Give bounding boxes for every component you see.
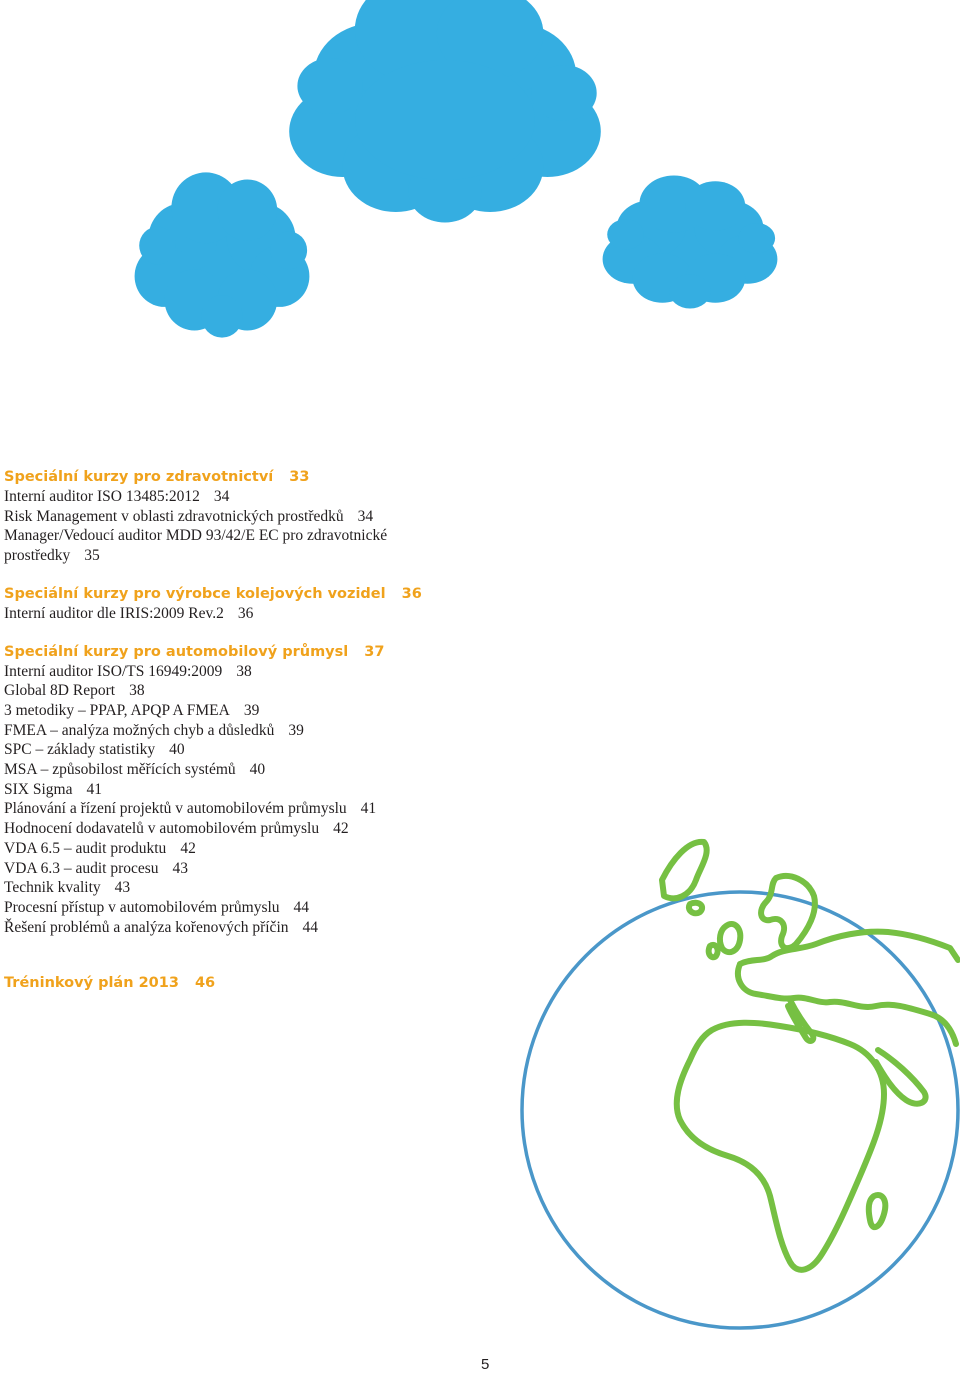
toc-entry[interactable] bbox=[4, 487, 524, 507]
toc-entry[interactable] bbox=[4, 760, 524, 780]
entry-page-number: 44 bbox=[302, 918, 318, 936]
section-title: Speciální kurzy pro automobilový průmysl bbox=[4, 643, 349, 660]
entry-title: Hodnocení dodavatelů v automobilovém průmyslu bbox=[4, 820, 320, 838]
entry-page-number: 41 bbox=[360, 800, 377, 818]
entry-page-number: 38 bbox=[129, 682, 145, 700]
toc-entry[interactable] bbox=[4, 898, 524, 918]
entry-title: FMEA – analýza možných chyb a důsledků bbox=[4, 721, 275, 739]
entry-title: Řešení problémů a analýza kořenových příčin bbox=[4, 918, 289, 936]
section-heading[interactable] bbox=[4, 973, 524, 993]
entry-page-number: 38 bbox=[236, 662, 252, 680]
toc-section bbox=[4, 584, 524, 624]
entry-page-number: 34 bbox=[357, 507, 374, 525]
entry-page-number: 43 bbox=[172, 859, 189, 877]
entry-title: Interní auditor ISO 13485:2012 bbox=[4, 488, 200, 505]
entry-title: Risk Management v oblasti zdravotnických prostředků bbox=[4, 507, 344, 525]
section-title: Speciální kurzy pro zdravotnictví bbox=[4, 469, 274, 485]
section-page-number: 37 bbox=[364, 643, 385, 660]
toc-entry[interactable] bbox=[4, 799, 524, 819]
entry-page-number: 36 bbox=[237, 604, 254, 622]
section-page-number: 33 bbox=[289, 469, 310, 485]
entry-page-number: 35 bbox=[84, 547, 100, 565]
cloud-small-left-icon bbox=[135, 172, 310, 337]
toc-entry[interactable] bbox=[4, 604, 524, 624]
entry-title: SPC – základy statistiky bbox=[4, 741, 156, 759]
toc-section bbox=[4, 642, 524, 938]
entry-title: Interní auditor dle IRIS:2009 Rev.2 bbox=[4, 604, 224, 622]
toc-entry[interactable] bbox=[4, 780, 524, 800]
entry-page-number: 43 bbox=[114, 879, 131, 897]
entry-title: VDA 6.5 – audit produktu bbox=[4, 839, 167, 857]
toc-entry[interactable] bbox=[4, 721, 524, 741]
table-of-contents bbox=[4, 467, 524, 1011]
entry-title: Manager/Vedoucí auditor MDD 93/42/E EC pro zdravotnické prostředky bbox=[4, 527, 388, 565]
section-title: Tréninkový plán 2013 bbox=[4, 975, 179, 992]
toc-entry[interactable] bbox=[4, 819, 524, 839]
entry-page-number: 39 bbox=[243, 701, 260, 719]
section-page-number: 46 bbox=[194, 975, 216, 992]
cloud-large-icon bbox=[289, 0, 601, 223]
toc-section bbox=[4, 467, 524, 566]
entry-title: Plánování a řízení projektů v automobilovém průmyslu bbox=[4, 800, 347, 818]
section-heading[interactable] bbox=[4, 642, 524, 662]
section-heading[interactable] bbox=[4, 467, 524, 487]
entry-page-number: 39 bbox=[288, 721, 304, 739]
page-number: 5 bbox=[481, 1356, 490, 1373]
toc-entry[interactable] bbox=[4, 662, 524, 682]
section-page-number: 36 bbox=[401, 585, 422, 602]
toc-entry[interactable] bbox=[4, 701, 524, 721]
entry-title: SIX Sigma bbox=[4, 780, 73, 798]
entry-title: Technik kvality bbox=[4, 879, 101, 897]
toc-section bbox=[4, 973, 524, 993]
entry-page-number: 42 bbox=[333, 820, 349, 838]
toc-entry[interactable] bbox=[4, 681, 524, 701]
toc-entry[interactable] bbox=[4, 878, 524, 898]
entry-page-number: 40 bbox=[169, 741, 185, 759]
entry-page-number: 44 bbox=[293, 898, 310, 916]
globe-icon bbox=[522, 842, 958, 1328]
section-heading[interactable] bbox=[4, 584, 524, 604]
entry-title: MSA – způsobilost měřících systémů bbox=[4, 761, 236, 779]
toc-entry[interactable] bbox=[4, 859, 524, 879]
entry-title: Procesní přístup v automobilovém průmyslu bbox=[4, 898, 280, 916]
entry-title: Interní auditor ISO/TS 16949:2009 bbox=[4, 662, 223, 680]
entry-page-number: 41 bbox=[86, 780, 102, 798]
entry-page-number: 42 bbox=[180, 839, 196, 857]
toc-entry[interactable] bbox=[4, 507, 524, 527]
section-title: Speciální kurzy pro výrobce kolejových vozidel bbox=[4, 585, 386, 602]
entry-title: Global 8D Report bbox=[4, 682, 116, 700]
entry-title: 3 metodiky – PPAP, APQP A FMEA bbox=[4, 701, 230, 719]
entry-page-number: 40 bbox=[249, 761, 266, 779]
cloud-small-right-icon bbox=[603, 176, 778, 309]
toc-entry[interactable] bbox=[4, 918, 524, 938]
toc-entry[interactable] bbox=[4, 740, 524, 760]
entry-title: VDA 6.3 – audit procesu bbox=[4, 859, 159, 877]
entry-page-number: 34 bbox=[213, 488, 230, 505]
toc-entry[interactable] bbox=[4, 839, 524, 859]
toc-entry[interactable] bbox=[4, 526, 454, 565]
